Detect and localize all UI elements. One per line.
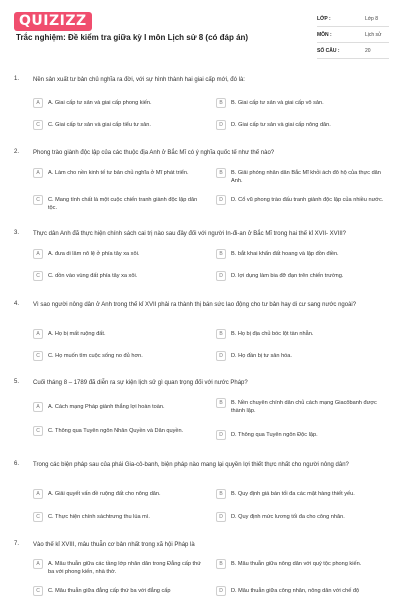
option-b[interactable] xyxy=(216,489,384,499)
option-d[interactable] xyxy=(216,195,384,205)
meta-row-subject xyxy=(317,27,389,43)
option-c[interactable] xyxy=(33,271,201,281)
option-text: D. Mâu thuẫn giữa công nhân, nông dân với chế độ xyxy=(231,588,360,594)
meta-key: LỚP : xyxy=(317,15,331,22)
option-d[interactable] xyxy=(216,120,384,130)
option-text: B. Nền chuyên chính dân chủ cách mạng Giacôbanh được thành lập. xyxy=(231,400,377,414)
option-text: D. Giai cấp tư sản và giai cấp nông dân. xyxy=(231,122,331,128)
option-text: C. Thực hiện chính sáchtrưng thu lúa mì. xyxy=(48,514,150,520)
option-a[interactable] xyxy=(33,489,201,499)
option-a[interactable] xyxy=(33,168,201,178)
option-a[interactable] xyxy=(33,329,201,339)
option-c[interactable] xyxy=(33,120,201,130)
question-text: Cuối tháng 8 – 1789 đã diễn ra sự kiện lịch sử gì quan trọng đối với nước Pháp? xyxy=(33,380,248,386)
option-letter: D xyxy=(216,430,226,440)
option-a[interactable] xyxy=(33,402,201,412)
option-text: A. Làm cho nền kinh tế tư bản chủ nghĩa ở Mĩ phát triển. xyxy=(48,170,189,176)
option-letter: C xyxy=(33,195,43,205)
question-number: 7. xyxy=(14,541,20,547)
option-letter: D xyxy=(216,512,226,522)
option-text: C. dồn vào vùng đất phía tây xa xôi. xyxy=(48,273,138,279)
option-text: B. Mâu thuẫn giữa nông dân với quý tộc phong kiến. xyxy=(231,561,362,567)
option-a[interactable] xyxy=(33,249,201,259)
option-text: D. Thông qua Tuyên ngôn Độc lập. xyxy=(231,432,318,438)
option-letter: A xyxy=(33,559,43,569)
option-d[interactable] xyxy=(216,271,384,281)
option-a[interactable] xyxy=(33,559,201,576)
option-c[interactable] xyxy=(33,195,201,212)
question-text: Phong trào giành độc lập của các thuộc địa Anh ở Bắc Mĩ có ý nghĩa quốc tế như thế nào? xyxy=(33,150,275,156)
option-c[interactable] xyxy=(33,351,201,361)
option-letter: D xyxy=(216,586,226,596)
option-d[interactable] xyxy=(216,430,384,440)
question-text: Vì sao người nông dân ở Anh trong thế kỉ XVII phải ra thành thị bán sức lao động cho tư bản hay di cư sang nước ngoài? xyxy=(33,302,357,308)
option-letter: C xyxy=(33,351,43,361)
option-text: D. Họ đần bị tư sản hóa. xyxy=(231,353,292,359)
option-text: A. Mâu thuẫn giữa các tầng lớp nhân dân trong Đẳng cấp thứ ba với phong kiến, nhà thờ. xyxy=(48,561,201,575)
option-b[interactable] xyxy=(216,559,384,569)
option-b[interactable] xyxy=(216,249,384,259)
option-letter: D xyxy=(216,195,226,205)
option-letter: B xyxy=(216,249,226,259)
option-text: C. Giai cấp tư sản và giai cấp tiểu tư sản. xyxy=(48,122,151,128)
question-text: Trong các biện pháp sau của phái Gia-cô-banh, biện pháp nào mang lại quyền lợi thiết thực nhất cho người nông dân? xyxy=(33,462,349,468)
meta-row-count xyxy=(317,43,389,59)
option-letter: A xyxy=(33,249,43,259)
option-text: B. Quy định giá bán tối đa các mặt hàng thiết yếu. xyxy=(231,491,355,497)
option-letter: B xyxy=(216,489,226,499)
option-b[interactable] xyxy=(216,329,384,339)
option-text: A. đưa di lâm nô lệ ở phía tây xa xôi. xyxy=(48,251,140,257)
option-text: B. Giải phóng nhân dân Bắc Mĩ khỏi ách đô hộ của thực dân Anh. xyxy=(231,170,381,184)
question-number: 6. xyxy=(14,461,20,467)
meta-value: 20 xyxy=(365,47,371,54)
option-letter: D xyxy=(216,271,226,281)
option-letter: B xyxy=(216,559,226,569)
quizizz-logo: QUIZIZZ xyxy=(14,12,92,31)
option-text: A. Họ bị mất ruộng đất. xyxy=(48,331,106,337)
option-d[interactable] xyxy=(216,351,384,361)
option-text: C. Mâu thuẫn giữa đẳng cấp thứ ba với đẳng cấp xyxy=(48,588,171,594)
option-c[interactable] xyxy=(33,426,201,436)
option-text: A. Cách mạng Pháp giành thắng lợi hoàn toàn. xyxy=(48,404,165,410)
option-letter: C xyxy=(33,586,43,596)
question-text: Nền sản xuất tư bản chủ nghĩa ra đời, với sự hình thành hai giai cấp mới, đó là: xyxy=(33,77,245,83)
option-text: B. bắt khai khẩn đất hoang và lập đồn điền. xyxy=(231,251,339,257)
option-letter: B xyxy=(216,329,226,339)
meta-value: Lớp 8 xyxy=(365,15,379,22)
question-text: Vào thế kỉ XVIII, mâu thuẫn cơ bản nhất trong xã hội Pháp là xyxy=(33,542,195,548)
question-number: 3. xyxy=(14,230,20,236)
option-text: C. Mang tính chất là một cuộc chiến tranh giành độc lập dân tộc. xyxy=(48,197,198,211)
question-number: 5. xyxy=(14,379,20,385)
option-text: D. Quy định mức lương tối đa cho công nhân. xyxy=(231,514,345,520)
option-letter: C xyxy=(33,120,43,130)
question-number: 4. xyxy=(14,301,20,307)
option-b[interactable] xyxy=(216,98,384,108)
option-text: B. Giai cấp tư sản và giai cấp vô sản. xyxy=(231,100,324,106)
option-letter: C xyxy=(33,512,43,522)
option-text: A. Giai cấp tư sản và giai cấp phong kiến. xyxy=(48,100,152,106)
option-letter: D xyxy=(216,120,226,130)
meta-row-class xyxy=(317,11,389,27)
option-text: D. lợi dụng làm bia đỡ đạn trên chiến trường. xyxy=(231,273,344,279)
option-letter: A xyxy=(33,329,43,339)
question-text: Thực dân Anh đã thực hiện chính sách cai trị nào sau đây đối với người In-đi-an ở Bắc Mĩ trong hai thế kỉ XVII- XVIII? xyxy=(33,231,347,237)
worksheet-header xyxy=(0,0,400,70)
option-a[interactable] xyxy=(33,98,201,108)
meta-key: MÔN : xyxy=(317,31,332,38)
option-letter: B xyxy=(216,98,226,108)
option-letter: C xyxy=(33,271,43,281)
meta-table xyxy=(317,11,389,59)
option-text: C. Họ muốn tìm cuộc sống no đủ hơn. xyxy=(48,353,143,359)
option-letter: B xyxy=(216,168,226,178)
option-letter: C xyxy=(33,426,43,436)
option-letter: A xyxy=(33,402,43,412)
option-letter: A xyxy=(33,98,43,108)
option-d[interactable] xyxy=(216,512,384,522)
page-title: Trắc nghiệm: Đề kiểm tra giữa kỳ I môn Lịch sử 8 (có đáp án) xyxy=(16,33,249,42)
option-text: D. Cổ vũ phong trào đấu tranh giành độc lập của nhiều nước. xyxy=(231,197,384,203)
option-text: A. Giải quyết vấn đề ruộng đất cho nông dân. xyxy=(48,491,161,497)
question-number: 2. xyxy=(14,149,20,155)
option-c[interactable] xyxy=(33,586,201,596)
meta-key: SỐ CÂU : xyxy=(317,47,340,54)
option-letter: B xyxy=(216,398,226,408)
option-letter: A xyxy=(33,489,43,499)
option-letter: A xyxy=(33,168,43,178)
option-c[interactable] xyxy=(33,512,201,522)
option-b[interactable] xyxy=(216,168,384,185)
option-b[interactable] xyxy=(216,398,384,415)
option-letter: D xyxy=(216,351,226,361)
option-d[interactable] xyxy=(216,586,384,596)
option-text: B. Họ bị địa chủ bóc lột tàn nhẫn. xyxy=(231,331,314,337)
question-number: 1. xyxy=(14,76,20,82)
meta-value: Lịch sử xyxy=(365,31,382,38)
option-text: C. Thông qua Tuyên ngôn Nhân Quyền và Dân quyền. xyxy=(48,428,184,434)
